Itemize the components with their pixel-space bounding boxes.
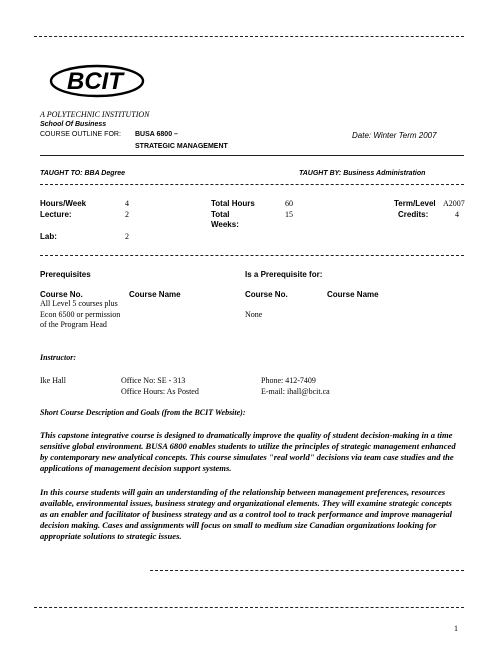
lab-value: 2 [125,232,129,241]
header-rule [40,155,464,156]
lecture-label: Lecture: [40,210,72,219]
footer-rule [34,607,464,608]
office-number: Office No: SE - 313 [121,376,186,385]
course-code: BUSA 6800 – [135,131,178,138]
phone: Phone: 412-7409 [261,376,316,385]
institution-tagline: A POLYTECHNIC INSTITUTION [40,110,150,119]
total-weeks-label-1: Total [211,210,230,219]
description-paragraph-2: In this course students will gain an understanding of the relationship between management preferences, resources available, environmental issues, business strategy and organizational elements. They will examine strategic concepts as an enabler and facilitator of business strategy and as a control tool to track performance and improve managerial decision making. Cases and assignments will focus on small to medium size Canadian organizations looking for appropriate solutions to strategic issues. [40,487,453,541]
logo-text: BCIT [67,68,123,95]
taught-to: TAUGHT TO: BBA Degree [40,170,126,177]
credits-label: Credits: [398,210,429,219]
term-level-value: A2007 [443,199,465,208]
is-prerequisite-for-value: None [245,310,263,319]
term-level-label: Term/Level [394,199,436,208]
course-date: Date: Winter Term 2007 [352,131,437,140]
is-prerequisite-for-heading: Is a Prerequisite for: [245,270,323,279]
course-no-header-right: Course No. [245,290,288,299]
description-end-rule [150,570,464,571]
hours-week-value: 4 [125,199,129,208]
top-rule [34,36,464,37]
instructor-name: Ike Hall [40,376,66,385]
description-paragraph-1: This capstone integrative course is designed to dramatically improve the quality of student decision-making in a time sensitive global environment. BUSA 6800 enables students to utilize the principles of strategic management enhanced by contemporary new analytical concepts. This course simulates "real world" decisions via team case studies and the applications of management decision support systems. [40,430,456,473]
hours-rule [40,255,464,256]
total-hours-label: Total Hours [211,199,255,208]
instructor-heading: Instructor: [40,353,77,362]
taught-by: TAUGHT BY: Business Administration [299,170,426,177]
taught-rule [40,184,464,185]
course-title: STRATEGIC MANAGEMENT [135,143,228,150]
office-hours: Office Hours: As Posted [121,387,199,396]
email-link[interactable]: E-mail: ihall@bcit.ca [261,387,330,396]
lab-label: Lab: [40,232,57,241]
total-weeks-value: 15 [285,210,293,219]
total-weeks-label-2: Weeks: [211,220,239,229]
credits-value: 4 [455,210,459,219]
page-number: 1 [454,624,458,633]
course-outline-label: COURSE OUTLINE FOR: [40,131,121,138]
course-no-header-left: Course No. [40,290,83,299]
prerequisites-heading: Prerequisites [40,270,91,279]
school-name: School Of Business [40,121,107,128]
lecture-value: 2 [125,210,129,219]
hours-week-label: Hours/Week [40,199,87,208]
bcit-logo [40,55,150,107]
course-name-header-right: Course Name [327,290,379,299]
course-name-header-left: Course Name [129,290,181,299]
description-heading: Short Course Description and Goals (from the BCIT Website): [40,408,246,417]
total-hours-value: 60 [285,199,293,208]
prerequisite-course: All Level 5 courses plus Econ 6500 or permission of the Program Head [40,299,121,329]
